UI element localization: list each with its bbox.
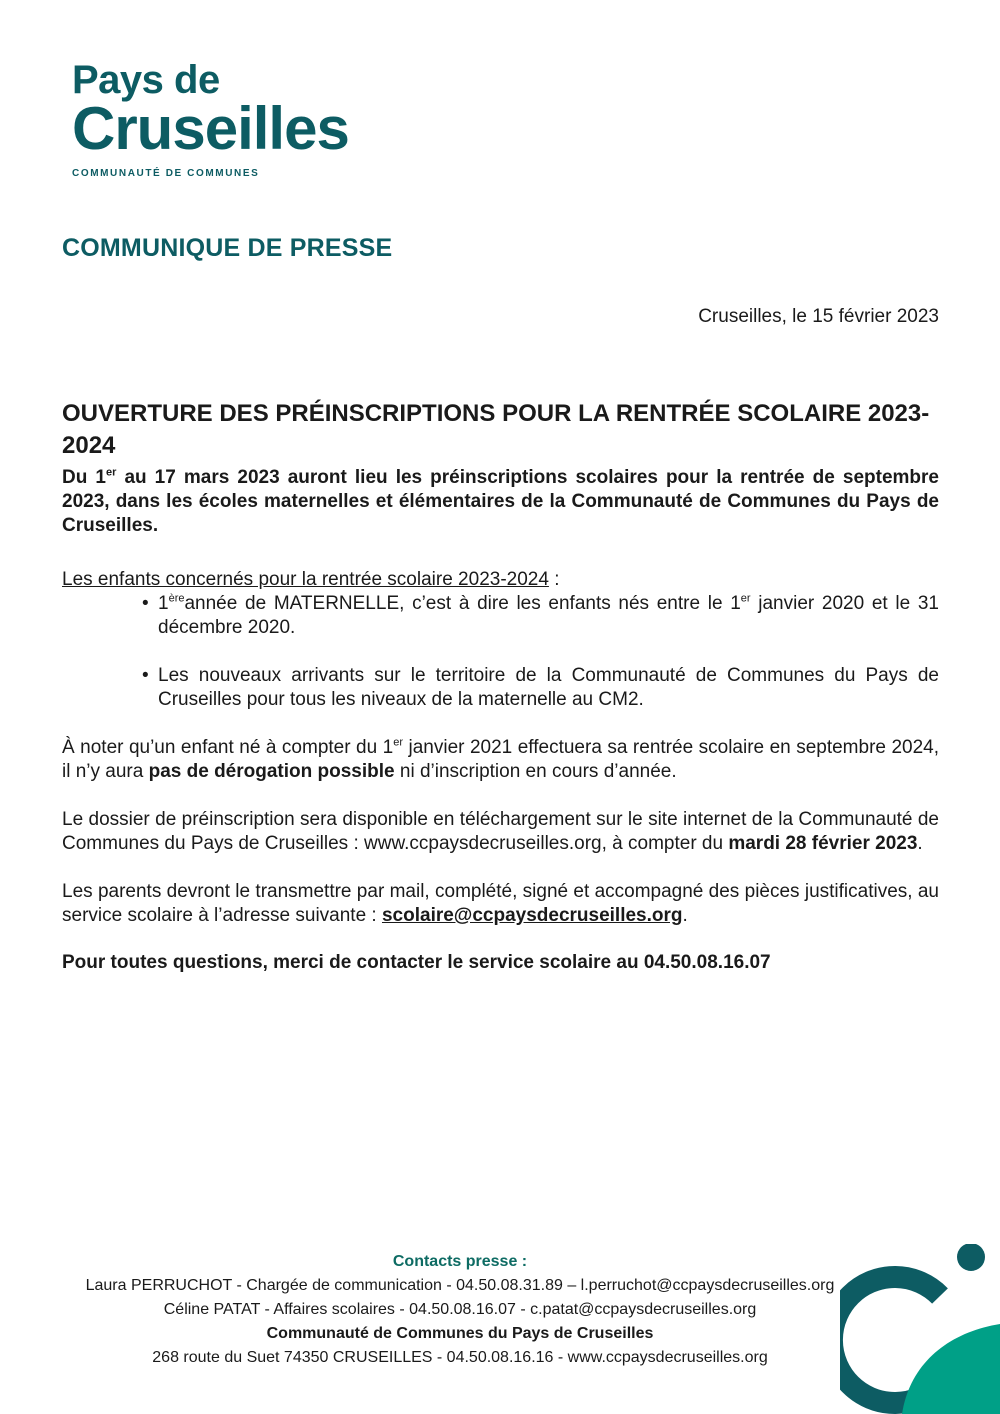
footer <box>0 1250 920 1370</box>
list-item <box>142 592 939 640</box>
item1-text-3: janvier 2020 et le 31 décembre 2020. <box>158 593 939 638</box>
footer-address: 268 route du Suet 74350 CRUSEILLES - 04.50.08.16.16 - www.ccpaysdecruseilles.org <box>152 1349 768 1366</box>
note-text-2: janvier 2021 effectuera sa rentrée scolaire en septembre 2024, il n’y aura <box>62 737 940 782</box>
note-paragraph <box>62 736 939 784</box>
wave-shape <box>902 1324 1000 1414</box>
dot-shape <box>957 1244 985 1271</box>
item1-sup-1: ère <box>168 592 185 605</box>
logo-line-1: Pays de <box>72 58 220 102</box>
note-bold: pas de dérogation possible <box>148 761 395 782</box>
item1-text-1: 1 <box>158 593 169 614</box>
document-title: OUVERTURE DES PRÉINSCRIPTIONS POUR LA RENTRÉE SCOLAIRE 2023-2024 <box>62 400 930 459</box>
main-content <box>62 398 939 974</box>
intro-text-2: au 17 mars 2023 auront lieu les préinscriptions scolaires pour la rentrée de septembre 2023, dans les écoles maternelles et élémentaires de la Communauté de Communes du Pays de Cruseilles. <box>62 467 939 536</box>
logo-subtitle: COMMUNAUTÉ DE COMMUNES <box>72 168 260 179</box>
footer-contact-1: Laura PERRUCHOT - Chargée de communication - 04.50.08.31.89 – l.perruchot@ccpaysdecruseilles.org <box>85 1277 835 1294</box>
intro-text-1: Du 1 <box>62 467 106 488</box>
bullet: • <box>142 593 149 614</box>
logo <box>72 60 349 179</box>
list-item <box>142 664 939 712</box>
intro-paragraph <box>62 466 939 538</box>
press-release-heading: COMMUNIQUE DE PRESSE <box>62 234 393 262</box>
date-line: Cruseilles, le 15 février 2023 <box>698 306 939 327</box>
children-list <box>62 592 939 712</box>
email-link[interactable]: scolaire@ccpaysdecruseilles.org <box>381 905 683 926</box>
footer-title: Contacts presse : <box>392 1253 528 1270</box>
contact-line: Pour toutes questions, merci de contacter le service scolaire au 04.50.08.16.07 <box>62 952 771 973</box>
corner-decoration-icon <box>840 1244 1000 1414</box>
parents-paragraph <box>62 880 939 928</box>
dossier-paragraph <box>62 808 939 856</box>
logo-line-2: Cruseilles <box>72 95 349 162</box>
dossier-date: mardi 28 février 2023 <box>728 833 918 854</box>
footer-organization: Communauté de Communes du Pays de Cruseilles <box>266 1325 654 1342</box>
footer-contact-2: Céline PATAT - Affaires scolaires - 04.50.08.16.07 - c.patat@ccpaysdecruseilles.org <box>163 1301 757 1318</box>
children-section <box>62 568 939 592</box>
dossier-text-2: . <box>917 833 923 854</box>
bullet: • <box>142 665 149 686</box>
item1-text-2: année de MATERNELLE, c’est à dire les enfants nés entre le 1 <box>184 593 741 614</box>
note-text-1: À noter qu’un enfant né à compter du 1 <box>62 737 394 758</box>
dossier-text-1: Le dossier de préinscription sera disponible en téléchargement sur le site internet de la Communauté de Communes du Pays de Cruseilles : www.ccpaysdecruseilles.org, à compter du <box>62 809 939 854</box>
children-label: Les enfants concernés pour la rentrée scolaire 2023-2024 <box>62 569 549 590</box>
item2-text: Les nouveaux arrivants sur le territoire de la Communauté de Communes du Pays de Cruseilles pour tous les niveaux de la maternelle au CM2. <box>158 665 939 710</box>
parents-text-1: Les parents devront le transmettre par mail, complété, signé et accompagné des pièces justificatives, au service scolaire à l’adresse suivante : <box>62 881 939 926</box>
note-text-3: ni d’inscription en cours d’année. <box>394 761 677 782</box>
children-label-suffix: : <box>548 569 560 590</box>
parents-text-2: . <box>682 905 688 926</box>
item1-sup-2: er <box>740 592 751 605</box>
note-sup: er <box>393 736 404 749</box>
intro-sup: er <box>105 466 117 479</box>
